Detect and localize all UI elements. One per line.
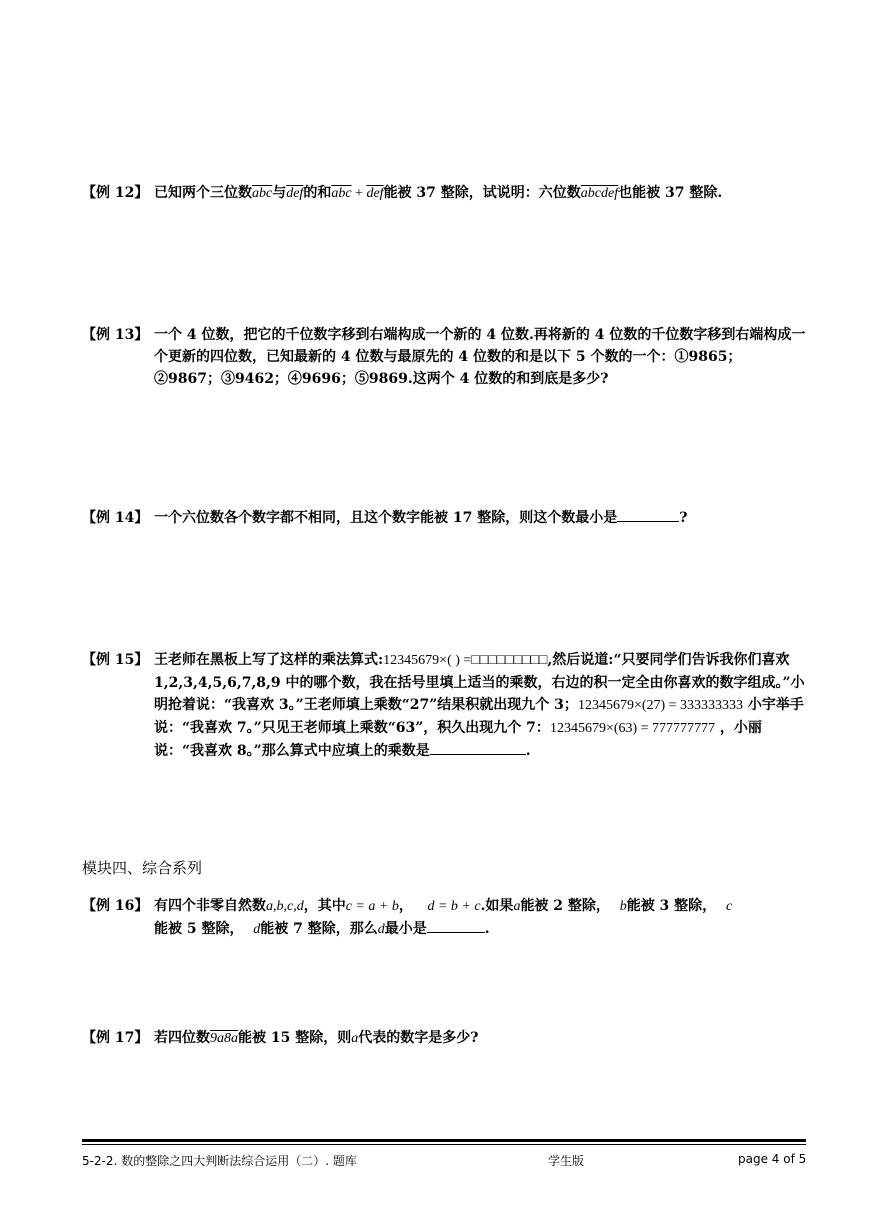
problem-label: 【例 16】 <box>82 898 149 914</box>
text-segment: ， <box>398 898 428 914</box>
math-variable: a <box>513 899 521 914</box>
problem-16 <box>82 895 808 941</box>
text-segment: ? <box>679 510 688 526</box>
answer-blank <box>430 740 526 755</box>
footer-rule-thin <box>82 1144 806 1145</box>
math-overline: $\overline{def}$ <box>366 186 384 201</box>
problem-text: 一个 4 位数，把它的千位数字移到右端构成一个新的 4 位数.再将新的 4 位数的千位数字移到右端构成一个更新的四位数，已知最新的 4 位数与最原先的 4 位数的和是以下 5 个数的一个：①9865；②9867；③9462；④9696；⑤9869.这两个 4 位数的和到底是多少? <box>154 327 806 387</box>
footer-page-number: page 4 of 5 <box>738 1152 807 1166</box>
answer-blank <box>617 507 679 522</box>
math-expression: 12345679×( ) =□□□□□□□□□ <box>383 653 548 668</box>
text-segment: 小宇举手说：“我喜欢 7。”只见王老师填上乘数“63”，积久出现九个 7： <box>154 697 804 736</box>
text-segment: 王老师在黑板上写了这样的乘法算式: <box>154 652 384 668</box>
text-segment: . <box>525 743 531 759</box>
text-segment: 若四位数 <box>154 1030 210 1046</box>
text-segment: 与 <box>272 185 287 201</box>
math-operator: + <box>351 186 367 201</box>
math-variable: d = b + c <box>427 899 481 914</box>
text-segment: 能被 15 整除，则 <box>238 1030 352 1046</box>
math-overline: 9a8a <box>210 1031 238 1046</box>
answer-blank <box>427 918 485 933</box>
problem-13 <box>82 324 808 390</box>
text-segment: 有四个非零自然数 <box>154 898 266 914</box>
footer-rule-thick <box>82 1139 806 1142</box>
text-segment: 已知两个三位数 <box>154 185 252 201</box>
footer-center: 学生版 <box>548 1154 585 1168</box>
problem-label: 【例 14】 <box>82 510 149 526</box>
math-overline: abcdef <box>580 186 619 201</box>
math-overline: $\overline{abc}$ <box>331 186 352 201</box>
footer-left: 5-2-2. 数的整除之四大判断法综合运用（二）. 题库 <box>82 1154 357 1168</box>
text-segment: 能被 2 整除， <box>520 898 620 914</box>
math-variable: d <box>253 922 261 937</box>
math-expression: 12345679×(63) = 777777777 <box>549 721 716 736</box>
text-segment: 也能被 37 整除. <box>618 185 723 201</box>
section-title: 模块四、综合系列 <box>82 859 203 877</box>
text-segment: 能被 7 整除，那么 <box>260 921 378 937</box>
text-segment: ，小丽说：“我喜欢 8。”那么算式中应填上的乘数是 <box>154 720 762 759</box>
math-variable: c = a + b <box>345 899 399 914</box>
problem-14 <box>82 507 808 529</box>
text-segment: 最小是 <box>384 921 427 937</box>
text-segment: 能被 5 整除， <box>154 921 254 937</box>
math-variable: d <box>377 922 385 937</box>
problem-text <box>154 182 808 205</box>
problem-text <box>154 649 808 762</box>
problem-text <box>154 507 808 529</box>
text-segment: 一个六位数各个数字都不相同，且这个数字能被 17 整除，则这个数最小是 <box>154 510 618 526</box>
text-segment: . <box>484 921 490 937</box>
math-variable: b <box>619 899 627 914</box>
problem-label: 【例 12】 <box>82 185 149 201</box>
math-expression: 12345679×(27) = 333333333 <box>577 698 744 713</box>
text-segment: 代表的数字是多少? <box>358 1030 479 1046</box>
math-variable: a,b,c,d <box>266 899 304 914</box>
problem-label: 【例 17】 <box>82 1030 149 1046</box>
problem-12 <box>82 182 808 205</box>
problem-17 <box>82 1027 808 1050</box>
text-segment: 能被 37 整除，试说明：六位数 <box>383 185 581 201</box>
problem-label: 【例 13】 <box>82 327 149 343</box>
math-overline: $\overline{abc}$ <box>252 186 273 201</box>
problem-text <box>154 895 808 941</box>
problem-text <box>154 1027 808 1050</box>
math-variable: a <box>351 1031 359 1046</box>
text-segment: .如果 <box>480 898 514 914</box>
text-segment: 的和 <box>303 185 332 201</box>
problem-label: 【例 15】 <box>82 652 149 668</box>
text-segment: ,然后说道:“只要同学们告诉我你们喜欢 1,2,3,4,5,6,7,8,9 中的哪个数，我在括号里填上适当的乘数，右边的积一定全由你喜欢的数字组成。”小明抢着说：“我喜欢 3。”王老师填上乘数“27”结果积就出现九个 3； <box>154 652 805 713</box>
math-overline: $\overline{def}$ <box>286 186 304 201</box>
problem-15 <box>82 649 808 762</box>
text-segment: ，其中 <box>303 898 346 914</box>
text-segment: 能被 3 整除， <box>626 898 726 914</box>
math-variable: c <box>725 899 733 914</box>
